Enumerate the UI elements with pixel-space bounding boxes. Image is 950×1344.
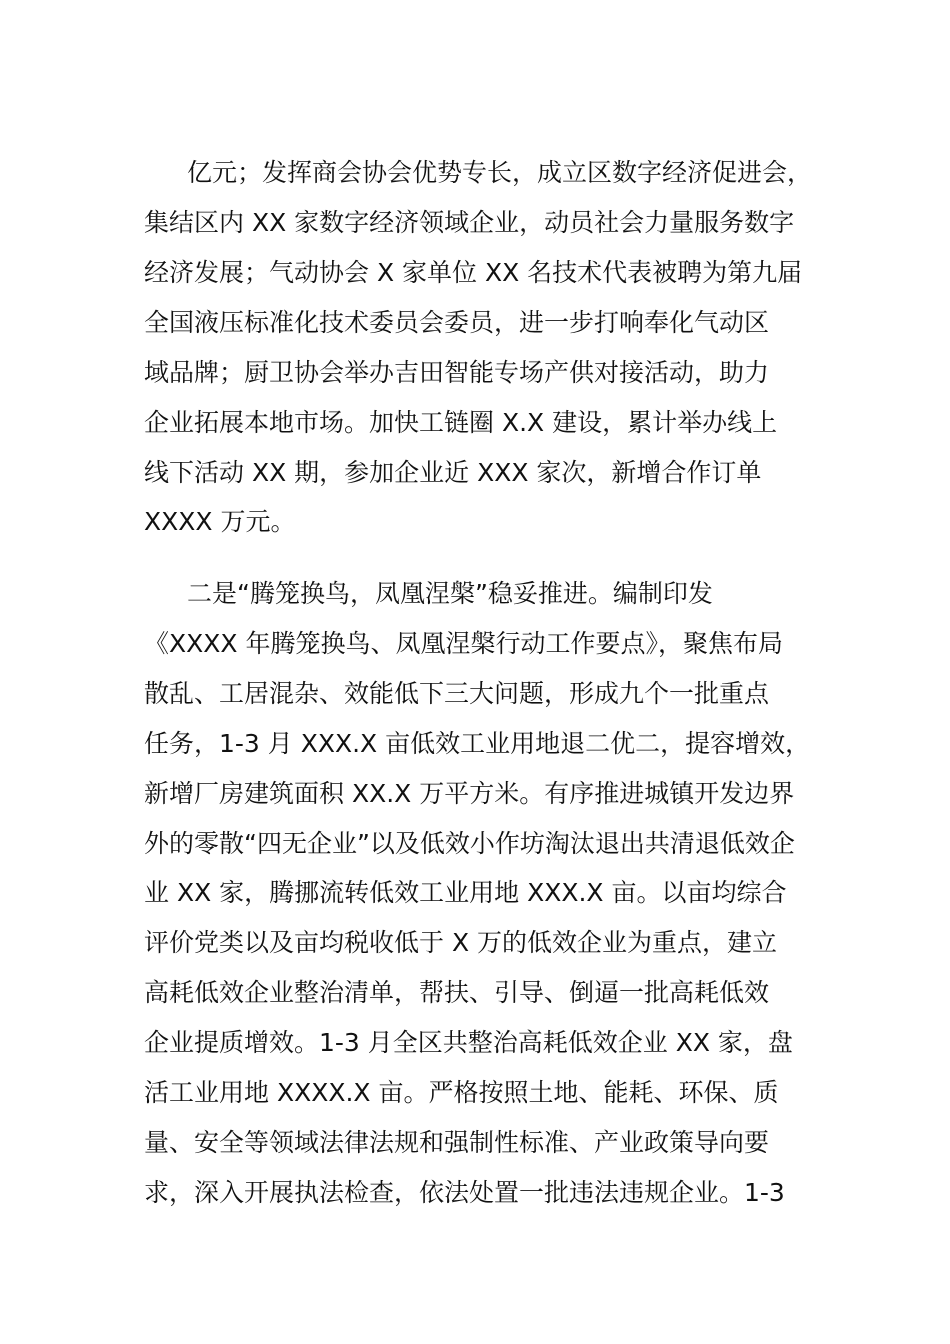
paragraph-1-line-8: XXXX 万元。 bbox=[144, 507, 296, 536]
paragraph-2-line-2: 《XXXX 年腾笼换鸟、凤凰涅槃行动工作要点》，聚焦布局 bbox=[144, 629, 783, 658]
paragraph-2-line-6: 外的零散“四无企业”以及低效小作坊淘汰退出共清退低效企 bbox=[144, 829, 795, 858]
paragraph-2-line-12: 量、安全等领域法律法规和强制性标准、产业政策导向要 bbox=[144, 1128, 770, 1157]
paragraph-1-line-7: 线下活动 XX 期，参加企业近 XXX 家次，新增合作订单 bbox=[144, 458, 762, 487]
paragraph-1-line-6: 企业拓展本地市场。加快工链圈 X.X 建设，累计举办线上 bbox=[144, 408, 778, 437]
paragraph-2-line-3: 散乱、工居混杂、效能低下三大问题，形成九个一批重点 bbox=[144, 679, 770, 708]
paragraph-1-line-3: 经济发展；气动协会 X 家单位 XX 名技术代表被聘为第九届 bbox=[144, 258, 803, 287]
paragraph-2-line-8: 评价党类以及亩均税收低于 X 万的低效企业为重点，建立 bbox=[144, 928, 778, 957]
paragraph-2-line-10: 企业提质增效。1-3 月全区共整治高耗低效企业 XX 家，盘 bbox=[144, 1028, 793, 1057]
paragraph-1-line-2: 集结区内 XX 家数字经济领域企业，动员社会力量服务数字 bbox=[144, 208, 795, 237]
paragraph-2-line-13: 求，深入开展执法检查，依法处置一批违法违规企业。1-3 bbox=[144, 1178, 785, 1207]
paragraph-2-line-7: 业 XX 家，腾挪流转低效工业用地 XXX.X 亩。以亩均综合 bbox=[144, 878, 787, 907]
paragraph-2-line-4: 任务，1-3 月 XXX.X 亩低效工业用地退二优二，提容增效， bbox=[144, 729, 811, 758]
paragraph-1-line-1: 亿元；发挥商会协会优势专长，成立区数字经济促进会， bbox=[187, 158, 813, 187]
paragraph-2-line-11: 活工业用地 XXXX.X 亩。严格按照土地、能耗、环保、质 bbox=[144, 1078, 779, 1107]
paragraph-2-line-5: 新增厂房建筑面积 XX.X 万平方米。有序推进城镇开发边界 bbox=[144, 779, 795, 808]
paragraph-2-line-9: 高耗低效企业整治清单，帮扶、引导、倒逼一批高耗低效 bbox=[144, 978, 770, 1007]
paragraph-2-line-1: 二是“腾笼换鸟，凤凰涅槃”稳妥推进。编制印发 bbox=[187, 579, 713, 608]
paragraph-1-line-5: 域品牌；厨卫协会举办吉田智能专场产供对接活动，助力 bbox=[144, 358, 770, 387]
paragraph-1-line-4: 全国液压标准化技术委员会委员，进一步打响奉化气动区 bbox=[144, 308, 770, 337]
